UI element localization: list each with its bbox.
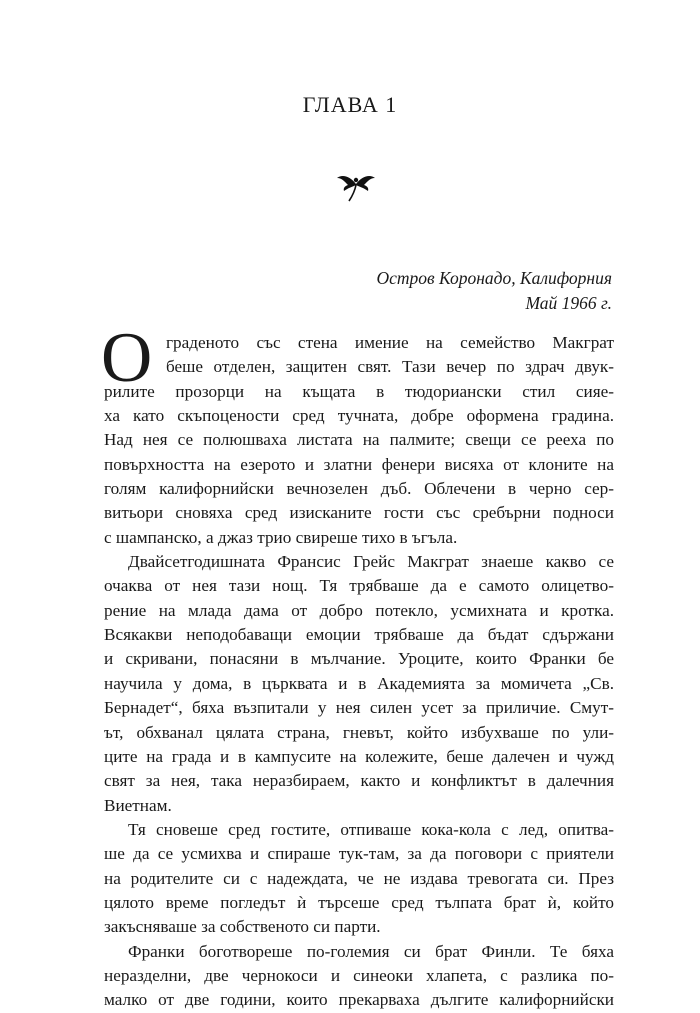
text-line: цялото време погледът ѝ търсеше сред тълпата брат ѝ, който xyxy=(104,892,614,912)
setting-place: Остров Коронадо, Калифорния xyxy=(376,268,612,288)
text-line: градeното със стена имение на семейство Макграт xyxy=(166,333,614,352)
body-text xyxy=(104,331,614,1013)
text-line: ците на града и в кампусите на колежите, беше далечен и чужд xyxy=(104,746,614,766)
text-line: ът, обхванал цялата страна, гневът, който избухваше по ули- xyxy=(104,722,614,742)
text-line: повърхността на езерото и златни фенери висяха от клоните на xyxy=(104,454,614,474)
text-line: голям калифорнийски вечнозелен дъб. Облечени в черно сер- xyxy=(104,479,614,499)
text-line: рение на млада дама от добро потекло, усмихната и кротка. xyxy=(104,600,614,620)
text-line: Виетнам. xyxy=(104,795,172,815)
text-line: Двайсетгодишната Франсис Грейс Макграт знаеше какво се xyxy=(128,552,614,572)
text-line: очаква от нея тази нощ. Тя трябваше да е самото олицетво- xyxy=(104,576,614,596)
text-line: на родителите си с надеждата, че не издава тревогата си. През xyxy=(104,868,614,888)
text-line: Бернадет“, бяха възпитали у нея силен усет за приличие. Смут- xyxy=(104,698,614,718)
text-line: научила у дома, в църквата и в Академията за момичета „Св. xyxy=(104,673,614,693)
ornament-leaf-icon xyxy=(336,168,376,204)
text-line: малко от две години, които прекарваха дългите калифорнийски xyxy=(104,990,614,1010)
text-line: закъсняваше за собственото си парти. xyxy=(104,917,381,937)
text-line: Франки боготвореше по-големия си брат Финли. Те бяха xyxy=(128,941,614,961)
text-line: витьори сновяха сред изисканите гости със сребърни подноси xyxy=(104,503,614,523)
text-line: рилите прозорци на къщата в тюдориански стил сияе- xyxy=(104,381,614,401)
drop-cap: О xyxy=(101,319,153,397)
text-line: свят за нея, така неразбираем, както и конфликтът в далечния xyxy=(104,771,614,791)
text-line: Всякакви неподобаващи емоции трябваше да бъдат сдържани xyxy=(104,625,614,645)
text-line: с шампанско, а джаз трио свиреше тихо в ъгъла. xyxy=(104,527,458,547)
chapter-setting xyxy=(376,266,612,316)
chapter-title: ГЛАВА 1 xyxy=(302,92,398,117)
text-line: Над нея се полюшваха листата на палмите; свещи се рееха по xyxy=(104,430,614,450)
text-line: ха като скъпоцености сред тучната, добре оформена градина. xyxy=(104,406,614,426)
text-line: ше да се усмихва и спираше тук-там, за да поговори с приятели xyxy=(104,844,614,864)
text-line: беше отделен, защитен свят. Тази вечер по здрач двук- xyxy=(166,357,614,377)
text-line: Тя сновеше сред гостите, отпиваше кока-кола с лед, опитва- xyxy=(128,819,614,839)
text-line: и скривани, понасяни в мълчание. Уроците, които Франки бе xyxy=(104,649,614,669)
text-line: неразделни, две чернокоси и синеоки хлапета, с разлика по- xyxy=(104,965,614,985)
setting-date: Май 1966 г. xyxy=(525,293,612,313)
